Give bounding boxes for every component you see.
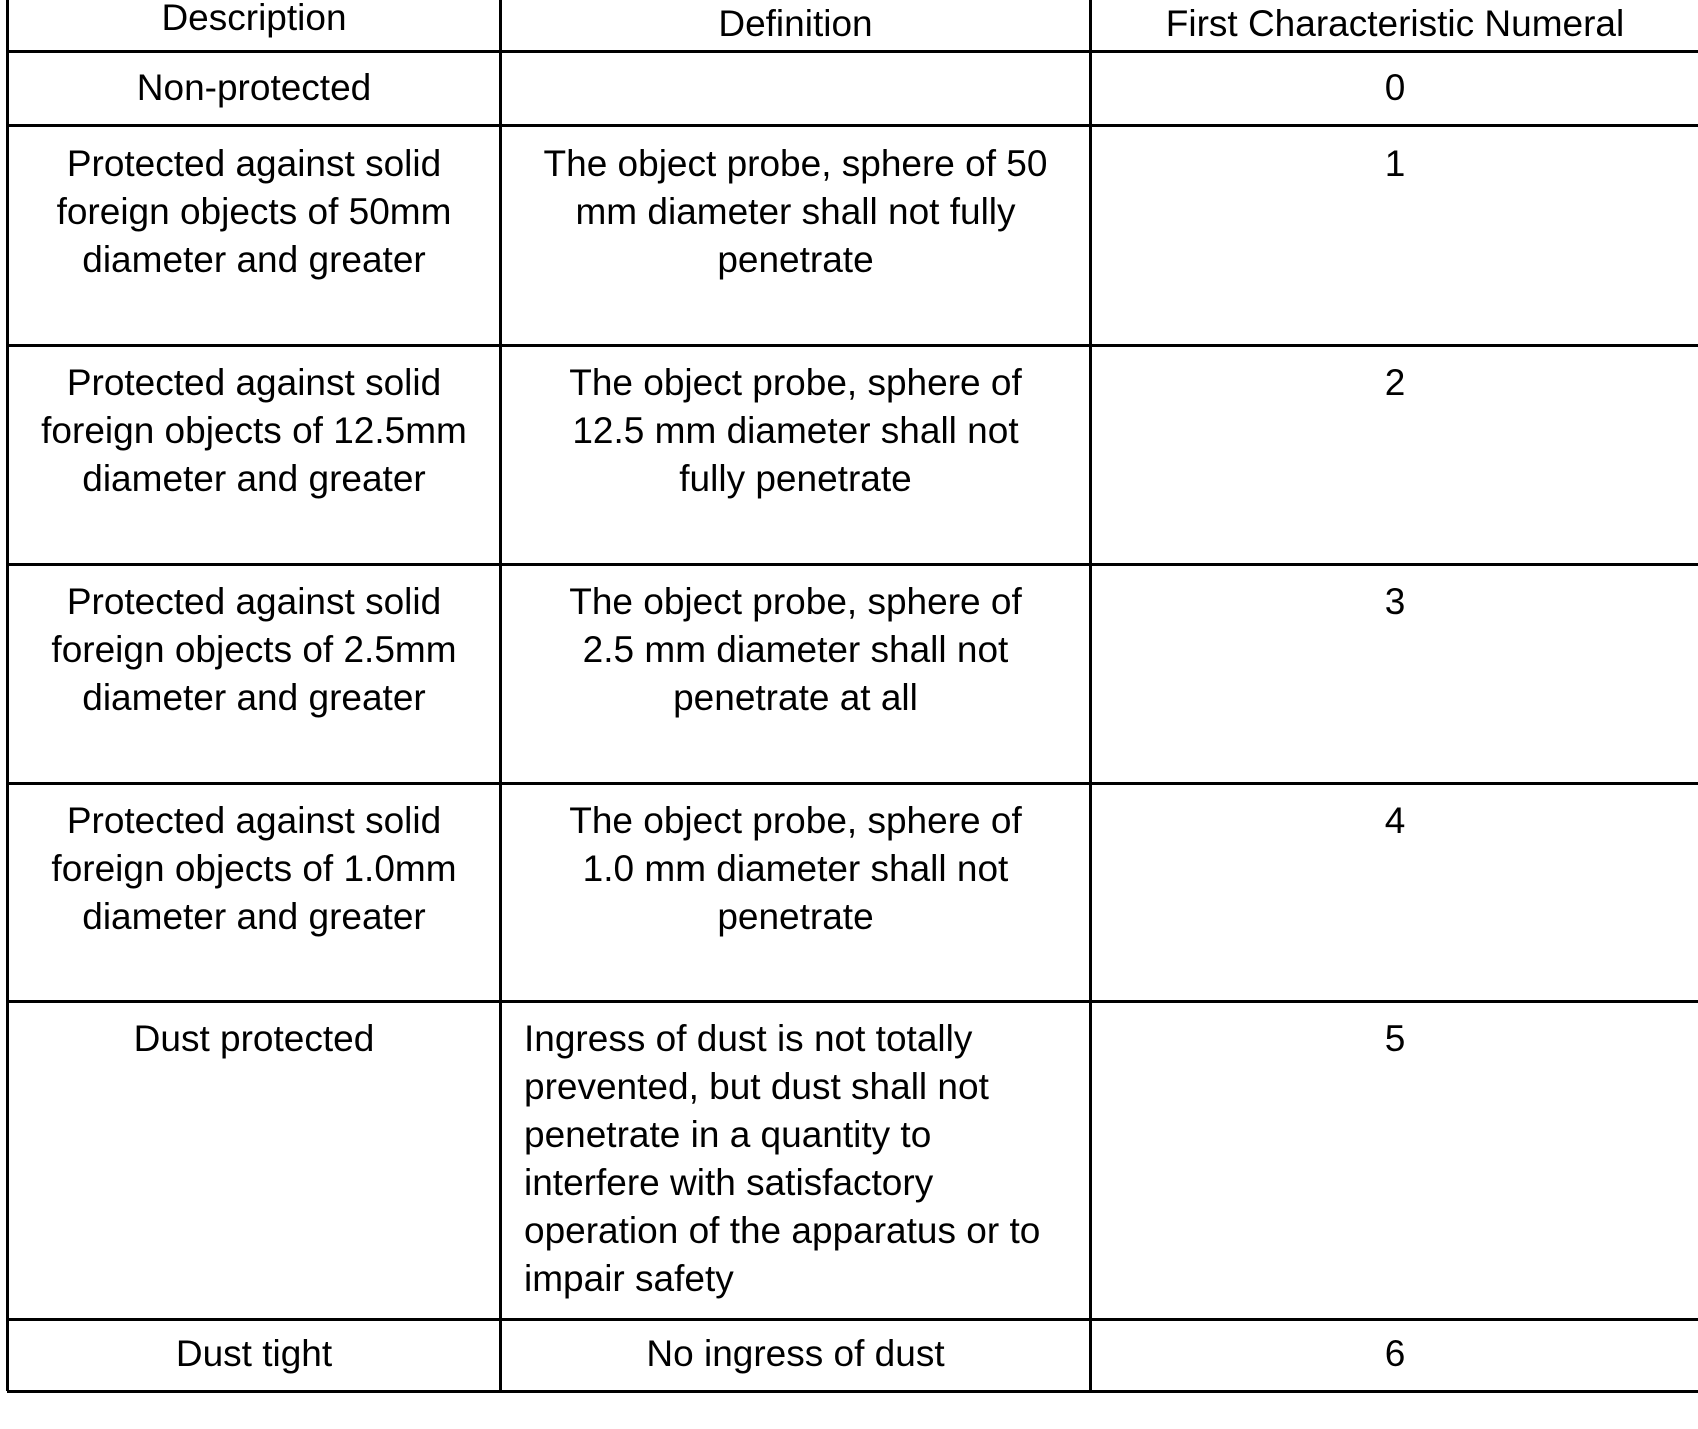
row-2-definition: The object probe, sphere of 12.5 mm diameter shall not fully penetrate [569, 362, 1022, 499]
row-0-description: Non-protected [136, 67, 372, 108]
row-4-numeral: 4 [1384, 800, 1406, 841]
row-1-description: Protected against solid foreign objects of 50mm diameter and greater [56, 143, 452, 280]
row-2-numeral: 2 [1384, 362, 1406, 403]
row-6-description: Dust tight [175, 1333, 333, 1374]
row-1-numeral: 1 [1384, 143, 1406, 184]
table-bottom-border [7, 1390, 1698, 1393]
header-first-numeral: First Characteristic Numeral [1165, 3, 1625, 44]
row-6-numeral: 6 [1384, 1333, 1406, 1374]
row-divider [7, 344, 1698, 347]
header-description: Description [161, 0, 347, 38]
row-3-definition: The object probe, sphere of 2.5 mm diameter shall not penetrate at all [569, 581, 1022, 718]
row-0-numeral: 0 [1384, 67, 1406, 108]
row-1-definition: The object probe, sphere of 50 mm diameter shall not fully penetrate [543, 143, 1048, 280]
row-5-description: Dust protected [133, 1018, 375, 1059]
row-divider [7, 1000, 1698, 1003]
header-definition: Definition [718, 3, 873, 44]
row-2-description: Protected against solid foreign objects of 12.5mm diameter and greater [41, 362, 467, 499]
row-4-description: Protected against solid foreign objects of 1.0mm diameter and greater [51, 800, 457, 937]
row-5-numeral: 5 [1384, 1018, 1406, 1059]
column-divider-2 [1089, 0, 1092, 1391]
row-6-definition: No ingress of dust [646, 1333, 945, 1374]
row-divider [7, 1318, 1698, 1321]
row-3-description: Protected against solid foreign objects of 2.5mm diameter and greater [51, 581, 457, 718]
header-divider [7, 50, 1698, 53]
row-divider [7, 124, 1698, 127]
row-5-definition: Ingress of dust is not totally prevented, but dust shall not penetrate in a quantity to interfere with satisfactory operation of the apparatus or to impair safety [524, 1018, 1041, 1299]
row-divider [7, 782, 1698, 785]
row-4-definition: The object probe, sphere of 1.0 mm diameter shall not penetrate [569, 800, 1022, 937]
row-divider [7, 563, 1698, 566]
row-3-numeral: 3 [1384, 581, 1406, 622]
